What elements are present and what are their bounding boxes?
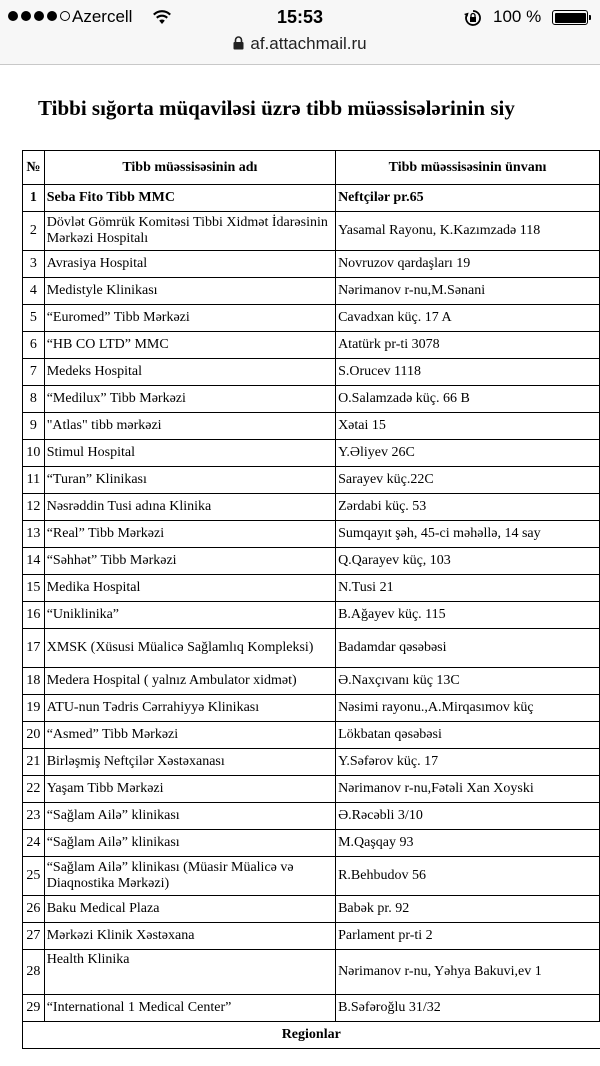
table-row (23, 629, 600, 668)
row-number: 9 (23, 413, 45, 440)
clinic-name: Dövlət Gömrük Komitəsi Tibbi Xidmət İdarəsinin Mərkəzi Hospitalı (44, 212, 335, 251)
row-number: 20 (23, 722, 45, 749)
row-number: 3 (23, 251, 45, 278)
clinic-name: “Səhhət” Tibb Mərkəzi (44, 548, 335, 575)
clinic-name: XMSK (Xüsusi Müalicə Sağlamlıq Kompleksi) (44, 629, 335, 668)
clinic-address: Parlament pr-ti 2 (336, 923, 600, 950)
table-row (23, 575, 600, 602)
clinic-address: Nərimanov r-nu, Yəhya Bakuvi,ev 1 (336, 950, 600, 995)
row-number: 10 (23, 440, 45, 467)
clinic-address: Yasamal Rayonu, K.Kazımzadə 118 (336, 212, 600, 251)
row-number: 26 (23, 896, 45, 923)
clinic-address: Novruzov qardaşları 19 (336, 251, 600, 278)
carrier-name: Azercell (72, 7, 133, 26)
row-number: 1 (23, 185, 45, 212)
row-number: 22 (23, 776, 45, 803)
row-number: 2 (23, 212, 45, 251)
row-number: 18 (23, 668, 45, 695)
rotation-lock-icon (463, 9, 483, 32)
clinic-address: Ə.Rəcəbli 3/10 (336, 803, 600, 830)
clinic-address: Neftçilər pr.65 (336, 185, 600, 212)
clinic-address: Babək pr. 92 (336, 896, 600, 923)
padlock-icon (233, 35, 244, 55)
table-row (23, 548, 600, 575)
row-number: 29 (23, 995, 45, 1022)
clinic-address: B.Səfəroğlu 31/32 (336, 995, 600, 1022)
clinic-name: Health Klinika (44, 950, 335, 995)
table-row (23, 722, 600, 749)
table-row (23, 923, 600, 950)
clinics-table-wrapper (22, 150, 600, 1049)
clinic-name: Nəsrəddin Tusi adına Klinika (44, 494, 335, 521)
clinic-address: Zərdabi küç. 53 (336, 494, 600, 521)
clinic-name: “Turan” Klinikası (44, 467, 335, 494)
row-number: 15 (23, 575, 45, 602)
clinic-name: Medika Hospital (44, 575, 335, 602)
clinic-name: Seba Fito Tibb MMC (44, 185, 335, 212)
clinic-address: M.Qaşqay 93 (336, 830, 600, 857)
row-number: 4 (23, 278, 45, 305)
table-row (23, 995, 600, 1022)
row-number: 6 (23, 332, 45, 359)
clinic-address: R.Behbudov 56 (336, 857, 600, 896)
clinics-table (22, 150, 600, 1049)
clinic-address: Xətai 15 (336, 413, 600, 440)
row-number: 28 (23, 950, 45, 995)
clinic-name: Birləşmiş Neftçilər Xəstəxanası (44, 749, 335, 776)
clinic-address: Nərimanov r-nu,Fətəli Xan Xoyski (336, 776, 600, 803)
table-row (23, 695, 600, 722)
battery-percentage: 100 % (493, 7, 542, 26)
battery-icon (552, 10, 588, 25)
clinic-name: Avrasiya Hospital (44, 251, 335, 278)
clinic-name: “HB CO LTD” MMC (44, 332, 335, 359)
clinic-name: Mərkəzi Klinik Xəstəxana (44, 923, 335, 950)
row-number: 27 (23, 923, 45, 950)
clinic-address: Nəsimi rayonu.,A.Mirqasımov küç (336, 695, 600, 722)
status-time: 15:53 (276, 7, 324, 27)
clinic-name: Medera Hospital ( yalnız Ambulator xidmət) (44, 668, 335, 695)
clinic-address: Lökbatan qəsəbəsi (336, 722, 600, 749)
table-row (23, 602, 600, 629)
table-row (23, 668, 600, 695)
table-row (23, 386, 600, 413)
header-name: Tibb müəssisəsinin adı (44, 151, 335, 185)
row-number: 12 (23, 494, 45, 521)
table-row (23, 494, 600, 521)
table-row (23, 305, 600, 332)
row-number: 23 (23, 803, 45, 830)
clinic-name: ATU-nun Tədris Cərrahiyyə Klinikası (44, 695, 335, 722)
clinic-name: Medistyle Klinikası (44, 278, 335, 305)
table-row (23, 896, 600, 923)
address-bar[interactable] (0, 34, 600, 55)
clinic-address: Sarayev küç.22C (336, 467, 600, 494)
status-bar (0, 6, 600, 28)
clinic-address: O.Salamzadə küç. 66 B (336, 386, 600, 413)
row-number: 16 (23, 602, 45, 629)
row-number: 17 (23, 629, 45, 668)
row-number: 14 (23, 548, 45, 575)
table-header-row (23, 151, 600, 185)
clinic-name: “Euromed” Tibb Mərkəzi (44, 305, 335, 332)
row-number: 19 (23, 695, 45, 722)
clinic-address: Y.Əliyev 26C (336, 440, 600, 467)
row-number: 5 (23, 305, 45, 332)
clinic-name: “Sağlam Ailə” klinikası (Müasir Müalicə və Diaqnostika Mərkəzi) (44, 857, 335, 896)
clinic-name: “Real” Tibb Mərkəzi (44, 521, 335, 548)
clinic-address: Cavadxan küç. 17 A (336, 305, 600, 332)
clinic-address: Q.Qarayev küç, 103 (336, 548, 600, 575)
row-number: 8 (23, 386, 45, 413)
browser-chrome (0, 0, 600, 65)
table-row (23, 185, 600, 212)
row-number: 24 (23, 830, 45, 857)
section-row (23, 1022, 600, 1049)
row-number: 13 (23, 521, 45, 548)
url-text: af.attachmail.ru (250, 34, 367, 53)
clinic-name: Baku Medical Plaza (44, 896, 335, 923)
clinic-name: “Medilux” Tibb Mərkəzi (44, 386, 335, 413)
table-row (23, 278, 600, 305)
clinic-address: N.Tusi 21 (336, 575, 600, 602)
table-row (23, 857, 600, 896)
row-number: 21 (23, 749, 45, 776)
clinic-address: B.Ağayev küç. 115 (336, 602, 600, 629)
clinic-name: Stimul Hospital (44, 440, 335, 467)
clinic-address: Y.Səfərov küç. 17 (336, 749, 600, 776)
table-row (23, 950, 600, 995)
clinic-name: “Sağlam Ailə” klinikası (44, 830, 335, 857)
header-address: Tibb müəssisəsinin ünvanı (336, 151, 600, 185)
table-row (23, 440, 600, 467)
section-label: Regionlar (23, 1022, 600, 1049)
clinic-address: Badamdar qəsəbəsi (336, 629, 600, 668)
table-row (23, 359, 600, 386)
row-number: 25 (23, 857, 45, 896)
clinic-address: S.Orucev 1118 (336, 359, 600, 386)
table-row (23, 251, 600, 278)
table-row (23, 803, 600, 830)
page-title: Tibbi sığorta müqaviləsi üzrə tibb müəssisələrinin siy (38, 96, 515, 120)
table-row (23, 830, 600, 857)
clinic-name: Medeks Hospital (44, 359, 335, 386)
table-row (23, 749, 600, 776)
table-row (23, 212, 600, 251)
row-number: 7 (23, 359, 45, 386)
clinic-name: “International 1 Medical Center” (44, 995, 335, 1022)
clinic-address: Sumqayıt şəh, 45-ci məhəllə, 14 say (336, 521, 600, 548)
clinic-name: "Atlas" tibb mərkəzi (44, 413, 335, 440)
row-number: 11 (23, 467, 45, 494)
table-row (23, 521, 600, 548)
table-row (23, 413, 600, 440)
clinic-name: “Asmed” Tibb Mərkəzi (44, 722, 335, 749)
table-row (23, 776, 600, 803)
clinic-name: “Sağlam Ailə” klinikası (44, 803, 335, 830)
table-row (23, 467, 600, 494)
clinic-address: Ə.Naxçıvanı küç 13C (336, 668, 600, 695)
clinic-name: “Uniklinika” (44, 602, 335, 629)
table-row (23, 332, 600, 359)
clinic-address: Atatürk pr-ti 3078 (336, 332, 600, 359)
clinic-name: Yaşam Tibb Mərkəzi (44, 776, 335, 803)
header-number: № (23, 151, 45, 185)
clinic-address: Nərimanov r-nu,M.Sənani (336, 278, 600, 305)
